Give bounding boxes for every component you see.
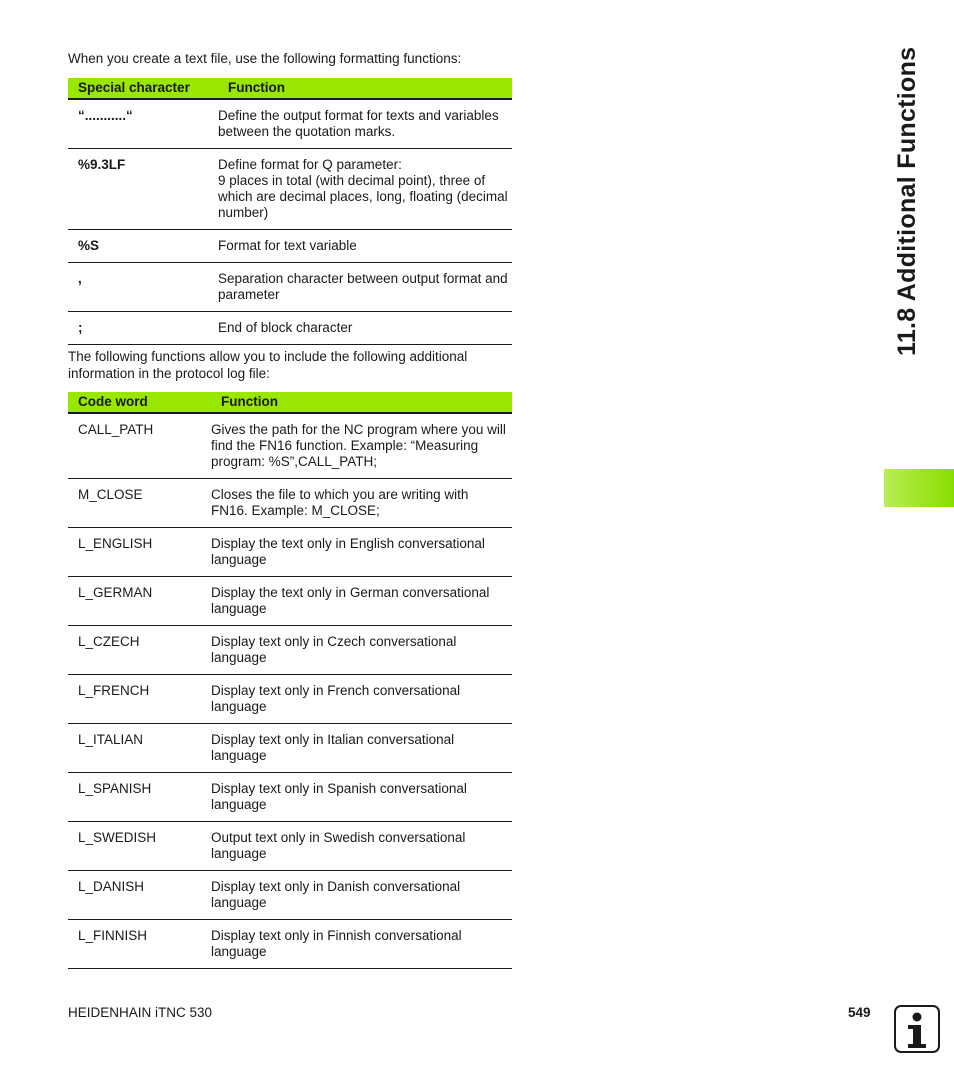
table-row (68, 413, 512, 479)
table-row (68, 577, 512, 626)
row-description: Display text only in Spanish conversational language (211, 773, 512, 822)
intro-text-2: The following functions allow you to include the following additional information in the protocol log file: (68, 349, 468, 381)
row-key: CALL_PATH (68, 413, 211, 479)
table-row (68, 263, 512, 312)
table-row (68, 724, 512, 773)
chapter-side-title: 11.8 Additional Functions (893, 46, 921, 356)
row-key: L_ENGLISH (68, 528, 211, 577)
footer-product-name: HEIDENHAIN iTNC 530 (68, 1005, 213, 1020)
row-description: Define format for Q parameter: 9 places in total (with decimal point), three of which are decimal places, long, floating (decimal number) (218, 149, 512, 230)
row-description: Separation character between output format and parameter (218, 263, 512, 312)
row-key: L_ITALIAN (68, 724, 211, 773)
column-header: Function (211, 392, 512, 413)
row-description: Display text only in Danish conversational language (211, 871, 512, 920)
row-key: “...........“ (68, 99, 218, 149)
column-header: Special character (68, 78, 218, 99)
row-key: %S (68, 230, 218, 263)
table-row (68, 528, 512, 577)
table-row (68, 871, 512, 920)
table-header-row (68, 392, 512, 413)
row-key: L_SWEDISH (68, 822, 211, 871)
row-description: Display the text only in German conversational language (211, 577, 512, 626)
row-key: M_CLOSE (68, 479, 211, 528)
chapter-tab-marker (884, 469, 954, 507)
row-key: L_FRENCH (68, 675, 211, 724)
table-row (68, 822, 512, 871)
row-key: ; (68, 312, 218, 345)
page-number: 549 (848, 1005, 871, 1020)
row-description: Display text only in French conversational language (211, 675, 512, 724)
info-icon (894, 1005, 940, 1053)
table-row (68, 675, 512, 724)
row-key: L_GERMAN (68, 577, 211, 626)
row-description: Display text only in Finnish conversational language (211, 920, 512, 969)
row-key: L_DANISH (68, 871, 211, 920)
row-key: L_SPANISH (68, 773, 211, 822)
row-key: L_CZECH (68, 626, 211, 675)
row-key: %9.3LF (68, 149, 218, 230)
table-row (68, 479, 512, 528)
column-header: Function (218, 78, 512, 99)
table-row (68, 230, 512, 263)
intro-text-1: When you create a text file, use the following formatting functions: (68, 51, 462, 66)
row-key: L_FINNISH (68, 920, 211, 969)
table-row (68, 312, 512, 345)
row-description: Define the output format for texts and variables between the quotation marks. (218, 99, 512, 149)
row-key: , (68, 263, 218, 312)
row-description: Display text only in Italian conversational language (211, 724, 512, 773)
table-row (68, 99, 512, 149)
column-header: Code word (68, 392, 211, 413)
row-description: Output text only in Swedish conversational language (211, 822, 512, 871)
table-body (68, 413, 512, 969)
row-description: Gives the path for the NC program where you will find the FN16 function. Example: “Measuring program: %S”,CALL_PATH; (211, 413, 512, 479)
table-row (68, 149, 512, 230)
row-description: Format for text variable (218, 230, 512, 263)
table-row (68, 626, 512, 675)
code-word-table (68, 392, 512, 969)
table-header-row (68, 78, 512, 99)
row-description: End of block character (218, 312, 512, 345)
row-description: Display text only in Czech conversational language (211, 626, 512, 675)
row-description: Display the text only in English conversational language (211, 528, 512, 577)
formatting-table (68, 78, 512, 345)
table-row (68, 920, 512, 969)
table-body (68, 99, 512, 345)
row-description: Closes the file to which you are writing with FN16. Example: M_CLOSE; (211, 479, 512, 528)
table-row (68, 773, 512, 822)
